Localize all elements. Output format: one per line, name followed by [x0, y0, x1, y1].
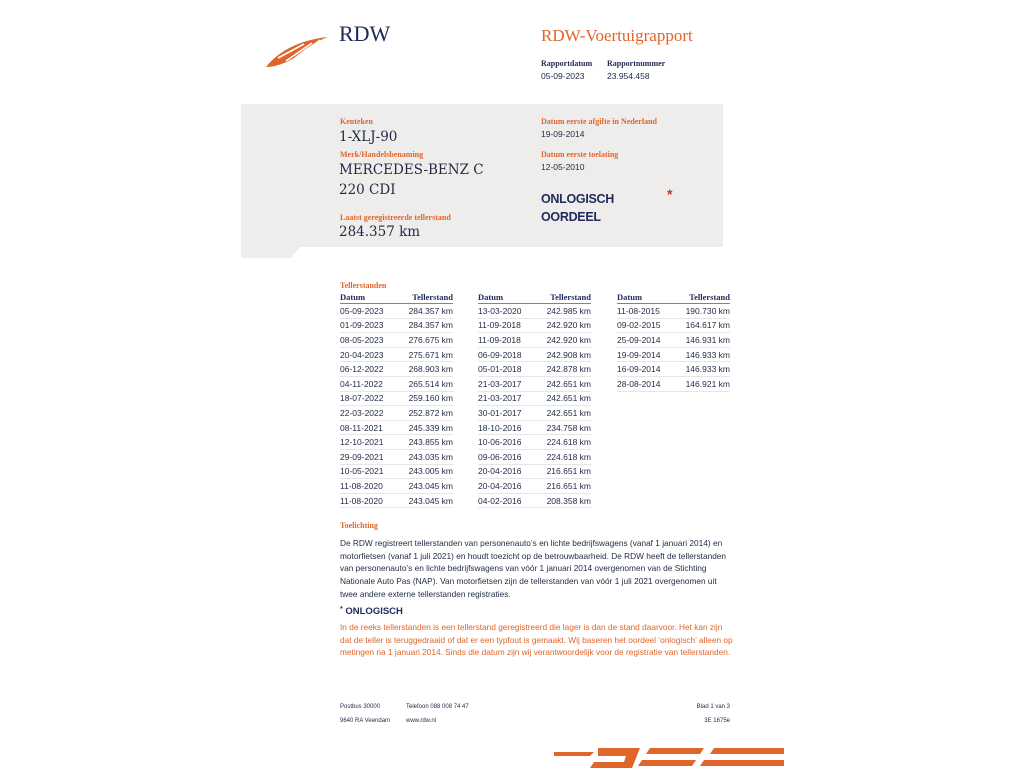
make-line-2: 220 CDI — [339, 182, 396, 198]
report-date: 05-09-2023 — [541, 71, 585, 81]
odometer-date: 11-08-2015 — [617, 304, 673, 319]
odometer-value: 242.651 km — [534, 391, 591, 406]
table-row — [617, 362, 730, 377]
table-row — [340, 391, 453, 406]
report-number-label: Rapportnummer — [607, 59, 666, 68]
odometer-date: 01-09-2023 — [340, 318, 396, 333]
footer-postbus: Postbus 30000 — [340, 704, 381, 710]
note-line: metingen na 1 januari 2014. Sinds die datum zijn wij verantwoordelijk voor de registratie van tellerstanden. — [340, 647, 731, 658]
odometer-date: 10-05-2021 — [340, 464, 396, 479]
rdw-logo-icon — [264, 34, 330, 70]
table-row — [617, 333, 730, 348]
odometer-value: 242.651 km — [534, 406, 591, 421]
table-row — [617, 347, 730, 362]
table-row — [478, 391, 591, 406]
odometer-date: 06-09-2018 — [478, 347, 534, 362]
odometer-date: 05-01-2018 — [478, 362, 534, 377]
odometer-date: 18-07-2022 — [340, 391, 396, 406]
table-row — [340, 304, 453, 319]
odometer-value: 252.872 km — [396, 406, 453, 421]
note-line: dat de teller is teruggedraaid of dat er een typfout is gemaakt. Wij baseren het oordeel ‘onlogisch’ alleen op — [340, 634, 733, 645]
odometer-value: 276.675 km — [396, 333, 453, 348]
odometer-date: 10-06-2016 — [478, 435, 534, 450]
odometer-date: 21-03-2017 — [478, 376, 534, 391]
col-value-header: Tellerstand — [673, 292, 730, 304]
verdict-asterisk: * — [667, 186, 673, 202]
plate-label: Kenteken — [340, 117, 373, 126]
table-row — [478, 420, 591, 435]
odometer-value: 242.878 km — [534, 362, 591, 377]
odometer-value: 243.855 km — [396, 435, 453, 450]
footer-stripes-icon — [554, 744, 784, 768]
report-number: 23.954.458 — [607, 71, 650, 81]
table-row — [478, 362, 591, 377]
table-row — [340, 318, 453, 333]
first-nl-label: Datum eerste afgifte in Nederland — [541, 117, 657, 126]
odometer-date: 21-03-2017 — [478, 391, 534, 406]
col-date-header: Datum — [478, 292, 534, 304]
odometer-table-1 — [340, 292, 453, 508]
explanation-line: motorfietsen (vanaf 1 juli 2021) en houdt toezicht op de betrouwbaarheid. De RDW heeft de tellerstanden — [340, 550, 727, 561]
last-odometer-label: Laatst geregistreerde tellerstand — [340, 213, 451, 222]
footer-page: Blad 1 van 3 — [696, 704, 730, 710]
vehicle-panel-tab — [241, 246, 301, 258]
odometer-date: 04-02-2016 — [478, 493, 534, 508]
odometer-date: 28-08-2014 — [617, 376, 673, 391]
table-row — [340, 362, 453, 377]
last-odometer-value: 284.357 km — [339, 224, 421, 240]
odometer-value: 275.671 km — [396, 347, 453, 362]
odometer-date: 20-04-2023 — [340, 347, 396, 362]
odometer-value: 284.357 km — [396, 304, 453, 319]
odometer-value: 265.514 km — [396, 376, 453, 391]
odometer-value: 284.357 km — [396, 318, 453, 333]
odometer-value: 208.358 km — [534, 493, 591, 508]
make-label: Merk/Handelsbenaming — [340, 150, 424, 159]
table-row — [340, 435, 453, 450]
first-admission-date: 12-05-2010 — [541, 162, 585, 172]
odometer-date: 12-10-2021 — [340, 435, 396, 450]
note-heading — [340, 606, 403, 617]
table-row — [478, 435, 591, 450]
odometer-date: 30-01-2017 — [478, 406, 534, 421]
footer-website[interactable]: www.rdw.nl — [406, 718, 437, 724]
odometer-date: 11-08-2020 — [340, 493, 396, 508]
odometer-value: 268.903 km — [396, 362, 453, 377]
col-date-header: Datum — [617, 292, 673, 304]
odometer-value: 146.933 km — [673, 347, 730, 362]
odometer-value: 146.933 km — [673, 362, 730, 377]
table-row — [478, 333, 591, 348]
odometer-date: 22-03-2022 — [340, 406, 396, 421]
odometer-table-3 — [617, 292, 730, 392]
odometer-date: 11-08-2020 — [340, 479, 396, 494]
odometer-value: 242.920 km — [534, 318, 591, 333]
odometer-value: 234.758 km — [534, 420, 591, 435]
explanation-line: van personenauto’s en lichte bedrijfswagens van vóór 1 januari 2014 overgenomen van de Stichting — [340, 563, 707, 574]
odometer-date: 05-09-2023 — [340, 304, 396, 319]
table-row — [340, 493, 453, 508]
odometer-date: 11-09-2018 — [478, 333, 534, 348]
footer-phone: Telefoon 088 008 74 47 — [406, 704, 469, 710]
explanation-line: De RDW registreert tellerstanden van personenauto’s en lichte bedrijfswagens (vanaf 1 januari 2014) en — [340, 538, 723, 548]
plate-value: 1-XLJ-90 — [339, 129, 398, 145]
odometer-date: 08-11-2021 — [340, 420, 396, 435]
odometer-date: 25-09-2014 — [617, 333, 673, 348]
explanation-line: Nationale Auto Pas (NAP). Van motorfietsen zijn de tellerstanden van vóór 1 juli 2021 overgenomen uit — [340, 576, 717, 587]
odometer-value: 216.651 km — [534, 479, 591, 494]
odometer-value: 243.005 km — [396, 464, 453, 479]
table-row — [617, 376, 730, 391]
table-row — [478, 406, 591, 421]
note-text — [340, 621, 740, 659]
first-nl-date: 19-09-2014 — [541, 129, 585, 139]
odometer-value: 224.618 km — [534, 435, 591, 450]
verdict-line-1: ONLOGISCH — [541, 192, 614, 206]
report-date-label: Rapportdatum — [541, 59, 593, 68]
odometer-value: 243.045 km — [396, 493, 453, 508]
footer-city: 9640 RA Veendam — [340, 718, 391, 724]
odometer-value: 243.045 km — [396, 479, 453, 494]
odometer-value: 243.035 km — [396, 449, 453, 464]
table-row — [340, 449, 453, 464]
odometer-date: 04-11-2022 — [340, 376, 396, 391]
odometer-date: 20-04-2016 — [478, 479, 534, 494]
table-row — [340, 479, 453, 494]
odometer-date: 06-12-2022 — [340, 362, 396, 377]
odometer-date: 20-04-2016 — [478, 464, 534, 479]
note-asterisk: * — [340, 606, 343, 613]
table-row — [340, 347, 453, 362]
odometer-value: 216.651 km — [534, 464, 591, 479]
odometer-date: 09-06-2016 — [478, 449, 534, 464]
odometer-value: 190.730 km — [673, 304, 730, 319]
odometer-date: 29-09-2021 — [340, 449, 396, 464]
odometer-value: 259.160 km — [396, 391, 453, 406]
col-date-header: Datum — [340, 292, 396, 304]
table-row — [478, 493, 591, 508]
table-row — [340, 406, 453, 421]
odometer-value: 146.921 km — [673, 376, 730, 391]
table-row — [340, 376, 453, 391]
table-row — [478, 449, 591, 464]
table-row — [478, 318, 591, 333]
odometer-date: 09-02-2015 — [617, 318, 673, 333]
table-row — [617, 304, 730, 319]
table-row — [340, 420, 453, 435]
table-row — [617, 318, 730, 333]
odometer-date: 16-09-2014 — [617, 362, 673, 377]
odometer-date: 13-03-2020 — [478, 304, 534, 319]
explanation-title: Toelichting — [340, 521, 378, 530]
odometer-section-title: Tellerstanden — [340, 281, 387, 290]
col-value-header: Tellerstand — [396, 292, 453, 304]
explanation-line: twee andere externe tellerstanden registraties. — [340, 588, 511, 599]
odometer-value: 242.651 km — [534, 376, 591, 391]
odometer-value: 164.617 km — [673, 318, 730, 333]
col-value-header: Tellerstand — [534, 292, 591, 304]
table-row — [340, 333, 453, 348]
odometer-value: 245.339 km — [396, 420, 453, 435]
odometer-value: 242.908 km — [534, 347, 591, 362]
table-row — [478, 376, 591, 391]
brand-name: RDW — [339, 21, 391, 46]
odometer-date: 18-10-2016 — [478, 420, 534, 435]
make-line-1: MERCEDES-BENZ C — [339, 162, 484, 178]
odometer-date: 19-09-2014 — [617, 347, 673, 362]
table-row — [478, 347, 591, 362]
first-admission-label: Datum eerste toelating — [541, 150, 619, 159]
explanation-text — [340, 537, 740, 601]
odometer-value: 224.618 km — [534, 449, 591, 464]
note-line: In de reeks tellerstanden is een tellerstand geregistreerd die lager is dan de stand daarvoor. Het kan zijn — [340, 622, 723, 632]
verdict-line-2: OORDEEL — [541, 210, 601, 224]
note-title: ONLOGISCH — [345, 606, 403, 617]
odometer-date: 11-09-2018 — [478, 318, 534, 333]
report-title: RDW-Voertuigrapport — [541, 26, 693, 45]
table-row — [340, 464, 453, 479]
table-row — [478, 464, 591, 479]
odometer-value: 242.920 km — [534, 333, 591, 348]
odometer-value: 146.931 km — [673, 333, 730, 348]
table-row — [478, 304, 591, 319]
footer-code: 3E 1675e — [704, 718, 730, 724]
odometer-value: 242.985 km — [534, 304, 591, 319]
table-row — [478, 479, 591, 494]
odometer-date: 08-05-2023 — [340, 333, 396, 348]
odometer-table-2 — [478, 292, 591, 508]
